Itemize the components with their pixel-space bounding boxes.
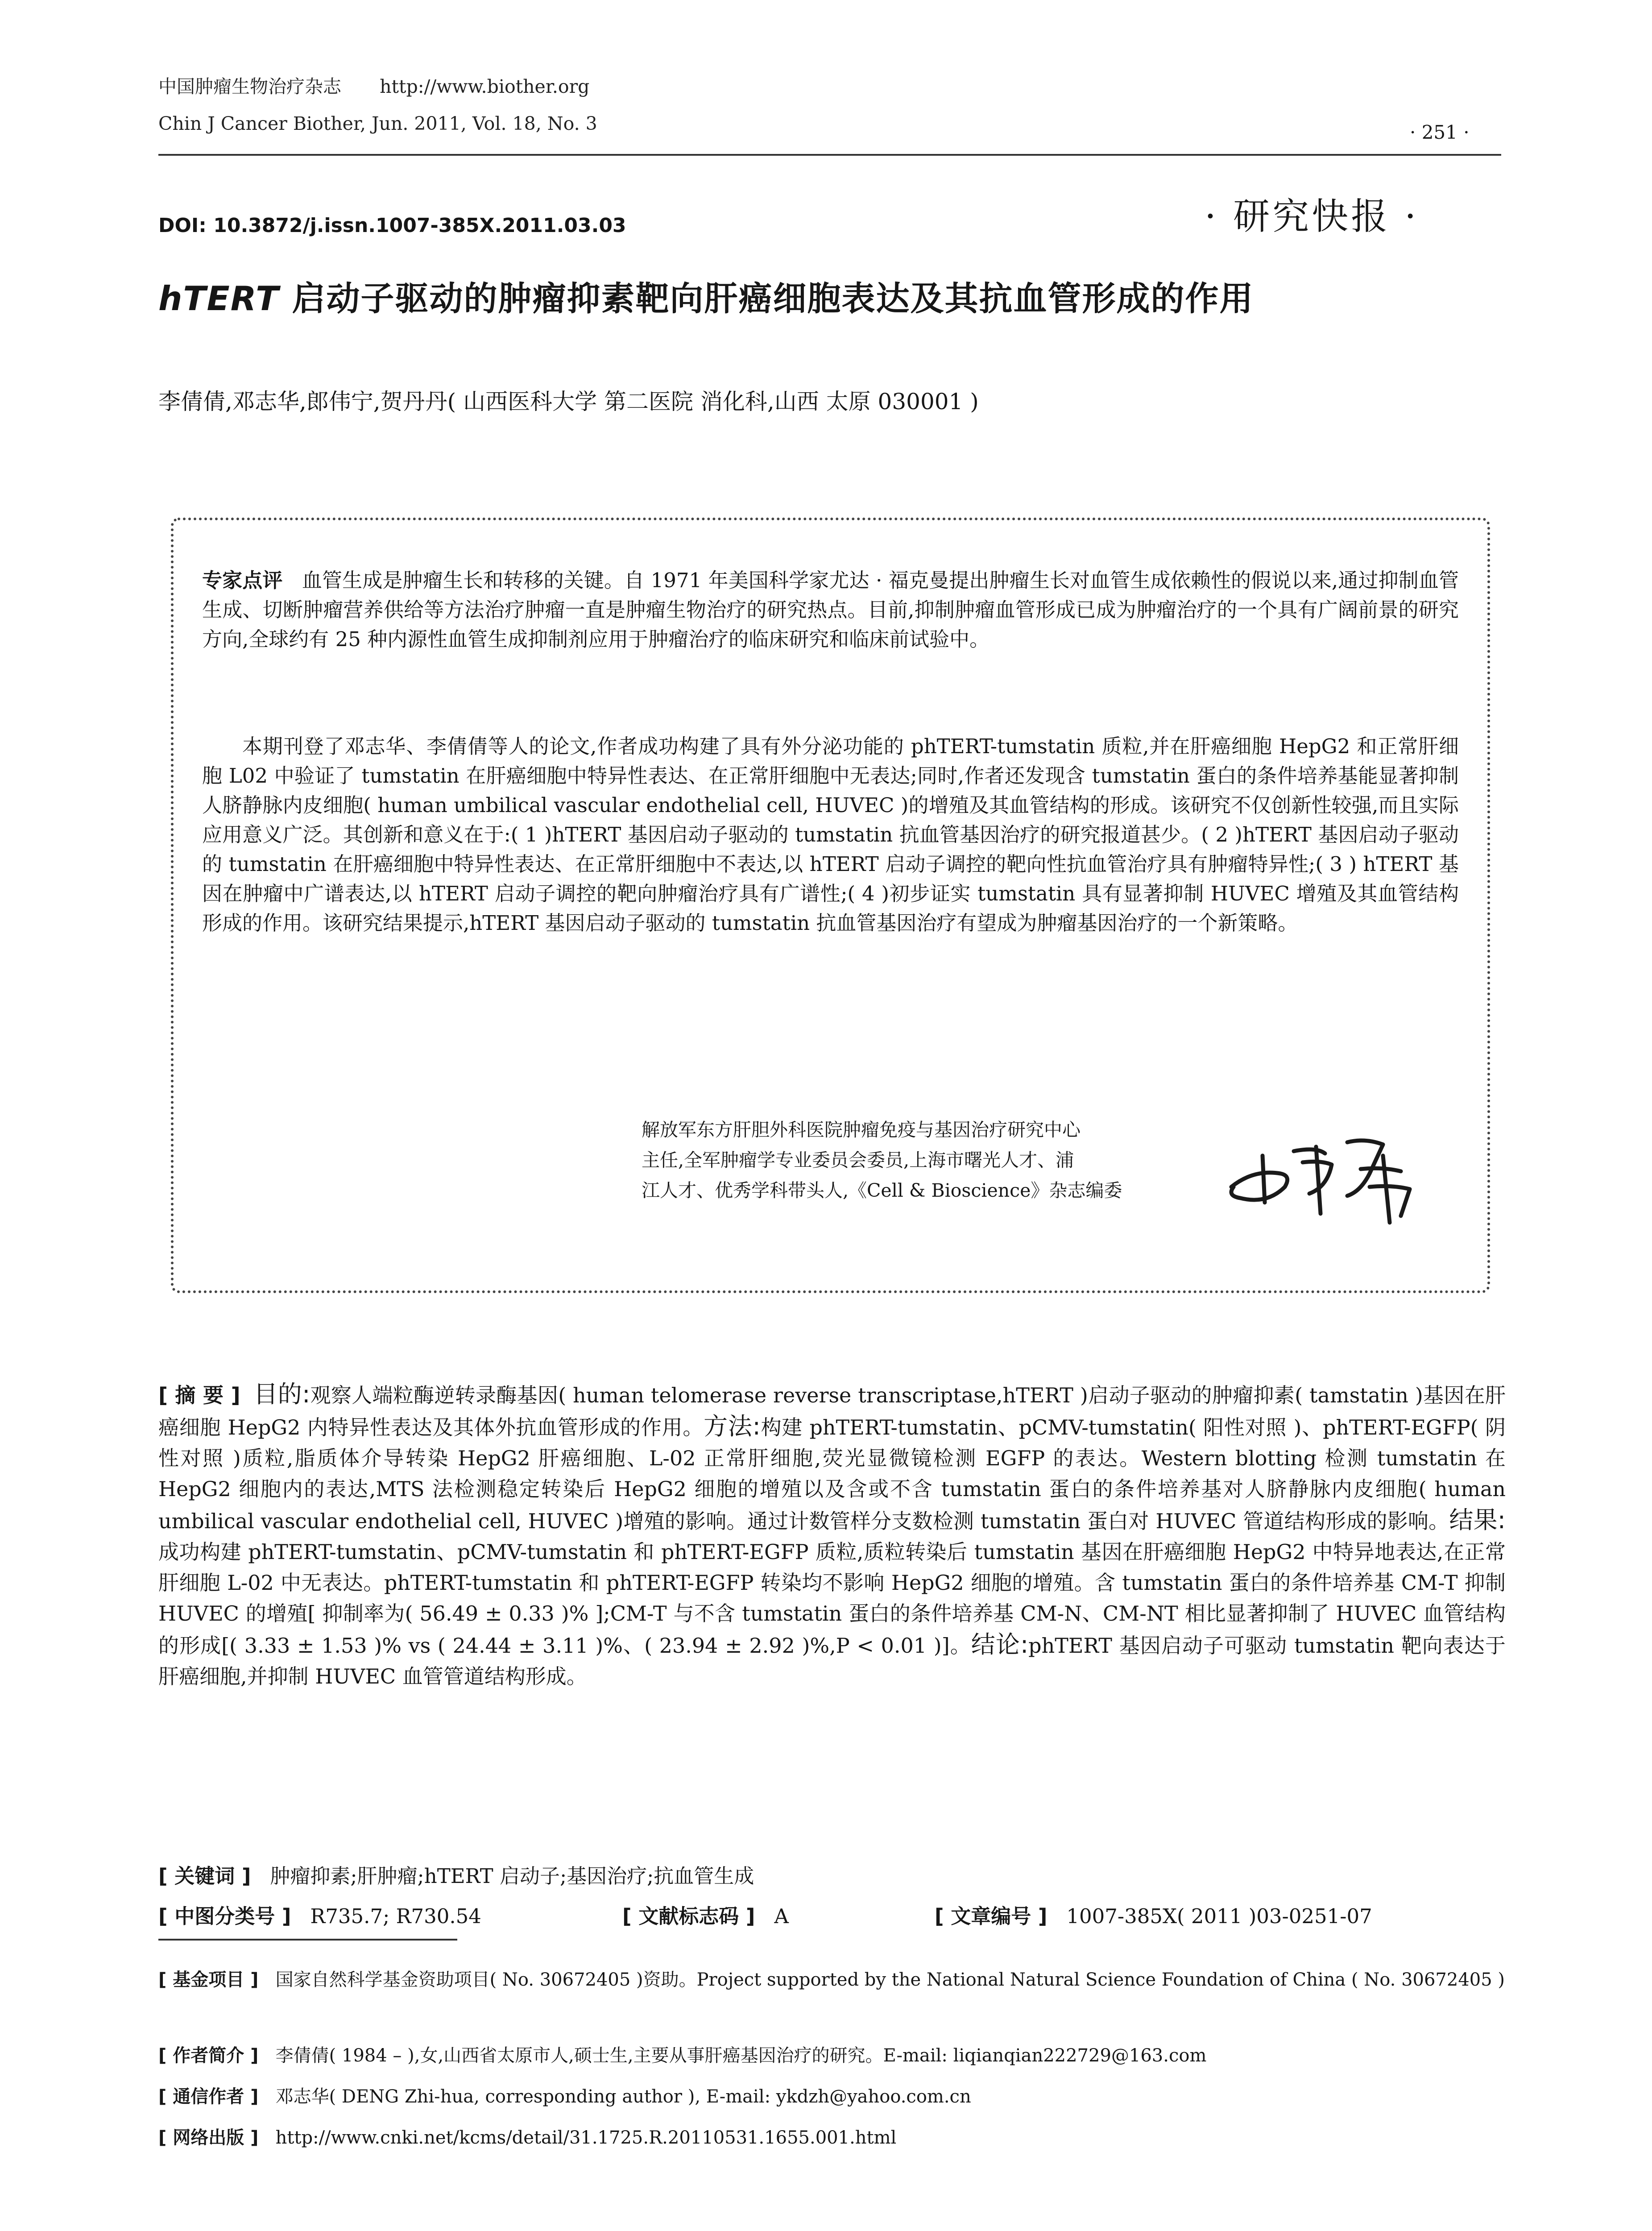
journal-url[interactable]: http://www.biother.org: [380, 76, 590, 97]
online-label: [ 网络出版 ]: [158, 2127, 259, 2148]
footnote-rule: [158, 1939, 457, 1941]
journal-header-en: Chin J Cancer Biother, Jun. 2011, Vol. 18, No. 3: [158, 113, 597, 134]
conclusion-heading: 结论:: [971, 1630, 1029, 1659]
doc-code-label: [ 文献标志码 ]: [622, 1904, 755, 1928]
correspondence-footnote: [158, 2083, 1506, 2111]
expert-comment-para2: 本期刊登了邓志华、李倩倩等人的论文,作者成功构建了具有外分泌功能的 phTERT-tumstatin 质粒,并在肝癌细胞 HepG2 和正常肝细胞 L02 中验证了 tumstatin 在肝癌细胞中特异性表达、在正常肝细胞中无表达;同时,作者还发现含 tumstatin 蛋白的条件培养基能显著抑制人脐静脉内皮细胞( human umbilical vascular endothelial cell, HUVEC )的增殖及其血管结构的形成。该研究不仅创新性较强,而且实际应用意义广泛。其创新和意义在于:( 1 )hTERT 基因启动子驱动的 tumstatin 抗血管基因治疗的研究报道甚少。( 2 )hTERT 基因启动子驱动的 tumstatin 在肝癌细胞中特异性表达、在正常肝细胞中不表达,以 hTERT 启动子调控的靶向性抗血管治疗具有肿瘤特异性;( 3 ) hTERT 基因在肿瘤中广谱表达,以 hTERT 启动子调控的靶向肿瘤治疗具有广谱性;( 4 )初步证实 tumstatin 具有显著抑制 HUVEC 增殖及其血管结构形成的作用。该研究结果提示,hTERT 基因启动子驱动的 tumstatin 抗血管基因治疗有望成为肿瘤基因治疗的一个新策略。: [202, 734, 1459, 935]
article-number-label: [ 文章编号 ]: [935, 1904, 1048, 1928]
fund-value: 国家自然科学基金资助项目( No. 30672405 )资助。Project supported by the National Natural Science Foundation of China ( No. 30672405 ): [275, 1970, 1505, 1990]
keywords-label: [ 关键词 ]: [158, 1864, 251, 1888]
clc-line: [158, 1900, 481, 1929]
objective-heading: 目的:: [253, 1380, 311, 1408]
doi: DOI: 10.3872/j.issn.1007-385X.2011.03.03: [158, 214, 626, 237]
correspondence-label: [ 通信作者 ]: [158, 2086, 259, 2107]
expert-comment-text1: 血管生成是肿瘤生长和转移的关键。自 1971 年美国科学家尤达 · 福克曼提出肿瘤生长对血管生成依赖性的假说以来,通过抑制血管生成、切断肿瘤营养供给等方法治疗肿瘤一直是肿瘤生物治疗的研究热点。目前,抑制肿瘤血管形成已成为肿瘤治疗的一个具有广阔前景的研究方向,全球约有 25 种内源性血管生成抑制剂应用于肿瘤治疗的临床研究和临床前试验中。: [202, 568, 1459, 651]
header-rule: [158, 154, 1501, 156]
journal-header-cn: [158, 74, 589, 100]
doc-code-line: [622, 1900, 789, 1929]
methods-heading: 方法:: [704, 1412, 761, 1440]
article-number-line: [935, 1900, 1372, 1929]
methods-text: 构建 phTERT-tumstatin、pCMV-tumstatin( 阳性对照 )、phTERT-EGFP( 阴性对照 )质粒,脂质体介导转染 HepG2 肝癌细胞、L-02 正常肝细胞,荧光显微镜检测 EGFP 的表达。Western blotting 检测 tumstatin 在 HepG2 细胞内的表达,MTS 法检测稳定转染后 HepG2 细胞的增殖以及含或不含 tumstatin 蛋白的条件培养基对人脐静脉内皮细胞( human umbilical vascular endothelial cell, HUVEC )增殖的影响。通过计数管样分支数检测 tumstatin 蛋白对 HUVEC 管道结构形成的影响。: [158, 1415, 1506, 1533]
clc-value: R735.7; R730.54: [310, 1904, 481, 1928]
objective-text: 观察人端粒酶逆转录酶基因( human telomerase reverse transcriptase,hTERT )启动子驱动的肿瘤抑素( tamstatin )基因在肝癌细胞 HepG2 内特异性表达及其体外抗血管形成的作用。: [158, 1383, 1506, 1439]
article-title: [158, 272, 1254, 320]
expert-comment-label: 专家点评: [202, 568, 283, 592]
authors-affiliation: 李倩倩,邓志华,郎伟宁,贺丹丹( 山西医科大学 第二医院 消化科,山西 太原 030001 ): [158, 389, 979, 415]
page-number: · 251 ·: [1410, 121, 1470, 143]
fund-footnote: [158, 1966, 1506, 1994]
reviewer-affiliation-2: 主任,全军肿瘤学专业委员会委员,上海市曙光人才、浦: [642, 1149, 1074, 1171]
journal-name-cn: 中国肿瘤生物治疗杂志: [158, 76, 341, 97]
title-text: 启动子驱动的肿瘤抑素靶向肝癌细胞表达及其抗血管形成的作用: [279, 279, 1254, 318]
keywords-value: 肿瘤抑素;肝肿瘤;hTERT 启动子;基因治疗;抗血管生成: [270, 1864, 754, 1888]
title-gene: hTERT: [158, 279, 280, 318]
conclusion-text: phTERT 基因启动子可驱动 tumstatin 靶向表达于肝癌细胞,并抑制 HUVEC 血管管道结构形成。: [158, 1634, 1506, 1688]
author-info-value: 李倩倩( 1984 – ),女,山西省太原市人,硕士生,主要从事肝癌基因治疗的研究。E-mail: liqianqian222729@163.com: [275, 2045, 1207, 2066]
expert-comment-para1: [202, 566, 1459, 654]
section-tag: · 研究快报 ·: [1205, 195, 1419, 238]
author-info-label: [ 作者简介 ]: [158, 2045, 259, 2066]
article-number-value: 1007-385X( 2011 )03-0251-07: [1066, 1904, 1372, 1928]
online-footnote: [158, 2124, 1506, 2152]
fund-label: [ 基金项目 ]: [158, 1970, 259, 1990]
doc-code-value: A: [774, 1904, 789, 1928]
results-heading: 结果:: [1449, 1506, 1506, 1534]
abstract-block: [158, 1379, 1506, 1692]
author-footnote: [158, 2042, 1506, 2069]
keywords-line: [158, 1860, 754, 1889]
results-text: 成功构建 phTERT-tumstatin、pCMV-tumstatin 和 phTERT-EGFP 质粒,质粒转染后 tumstatin 基因在肝癌细胞 HepG2 中特异地表达,在正常肝细胞 L-02 中无表达。phTERT-tumstatin 和 phTERT-EGFP 转染均不影响 HepG2 细胞的增殖。含 tumstatin 蛋白的条件培养基 CM-T 抑制 HUVEC 的增殖[ 抑制率为( 56.49 ± 0.33 )% ];CM-T 与不含 tumstatin 蛋白的条件培养基 CM-N、CM-NT 相比显著抑制了 HUVEC 血管结构的形成[( 3.33 ± 1.53 )% vs ( 24.44 ± 3.11 )%、( 23.94 ± 2.92 )%,P < 0.01 )]。: [158, 1540, 1506, 1658]
correspondence-value: 邓志华( DENG Zhi-hua, corresponding author ), E-mail: ykdzh@yahoo.com.cn: [275, 2086, 971, 2107]
abstract-label: [ 摘 要 ]: [158, 1383, 240, 1407]
reviewer-affiliation-3: 江人才、优秀学科带头人,《Cell & Bioscience》杂志编委: [642, 1180, 1122, 1201]
reviewer-affiliation-1: 解放军东方肝胆外科医院肿瘤免疫与基因治疗研究中心: [642, 1119, 1081, 1140]
handwritten-signature: [1213, 1120, 1445, 1236]
online-url[interactable]: http://www.cnki.net/kcms/detail/31.1725.R.20110531.1655.001.html: [275, 2127, 897, 2148]
clc-label: [ 中图分类号 ]: [158, 1904, 291, 1928]
